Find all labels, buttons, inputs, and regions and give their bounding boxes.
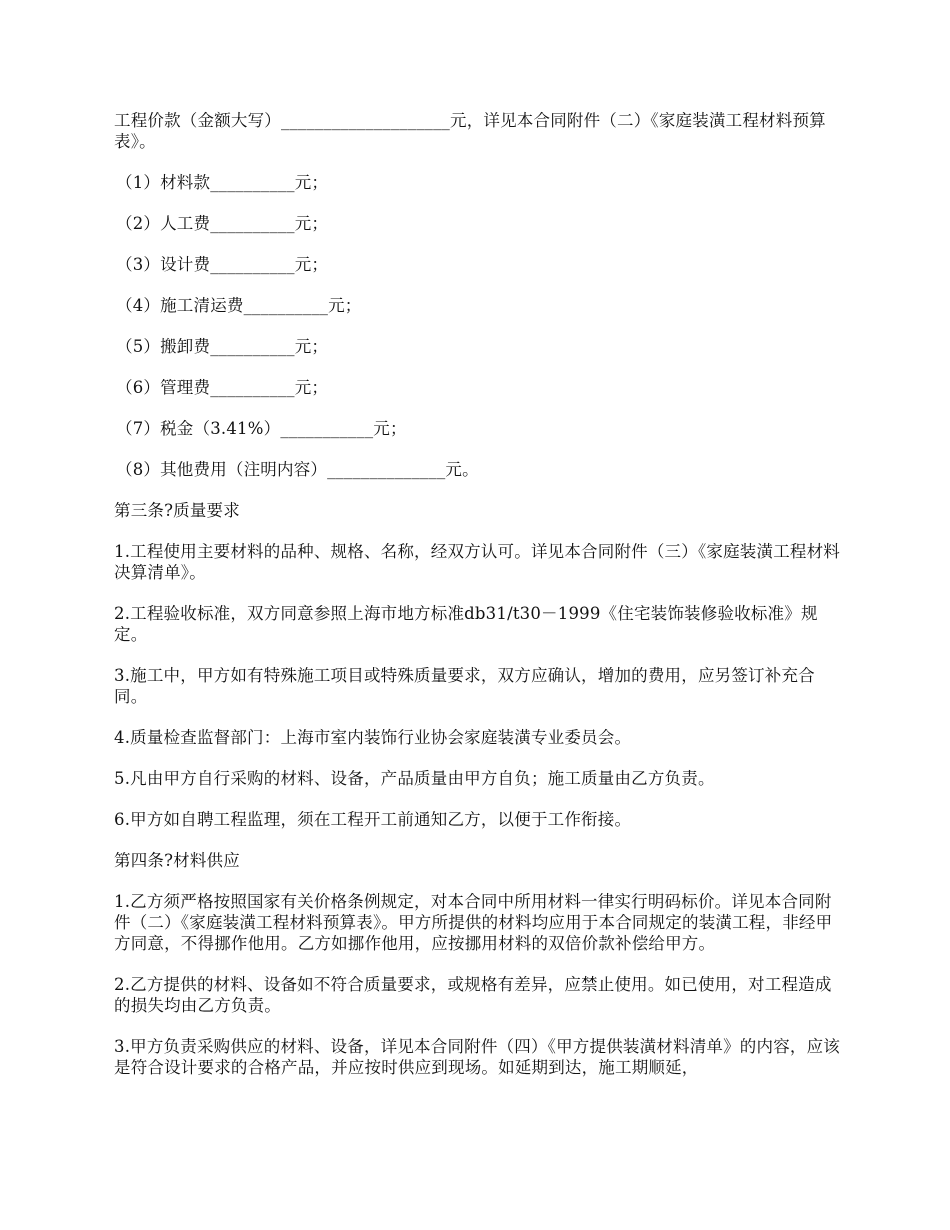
paragraph-cost-labor: （2）人工费__________元； bbox=[116, 214, 329, 233]
paragraph-cost-design: （3）设计费__________元； bbox=[116, 255, 329, 274]
paragraph-cost-moving: （5）搬卸费__________元； bbox=[116, 337, 329, 356]
paragraph-cost-management: （6）管理费__________元； bbox=[116, 378, 329, 397]
article-3-heading: 第三条?质量要求 bbox=[114, 501, 240, 520]
paragraph-article-3-1: 1.工程使用主要材料的品种、规格、名称，经双方认可。详见本合同附件（三）《家庭装潢工程材料决算清单》。 bbox=[114, 542, 840, 582]
paragraph-article-4-2: 2.乙方提供的材料、设备如不符合质量要求，或规格有差异，应禁止使用。如已使用，对工程造成的损失均由乙方负责。 bbox=[114, 975, 832, 1015]
paragraph-article-4-3: 3.甲方负责采购供应的材料、设备，详见本合同附件（四）《甲方提供装潢材料清单》的内容，应该是符合设计要求的合格产品，并应按时供应到现场。如延期到达，施工期顺延， bbox=[114, 1037, 840, 1077]
paragraph-article-3-4: 4.质量检查监督部门：上海市室内装饰行业协会家庭装潢专业委员会。 bbox=[114, 728, 632, 747]
paragraph-article-3-3: 3.施工中，甲方如有特殊施工项目或特殊质量要求，双方应确认，增加的费用，应另签订补充合同。 bbox=[114, 666, 815, 706]
paragraph-cost-cleanup: （4）施工清运费__________元； bbox=[116, 296, 362, 315]
article-4-heading: 第四条?材料供应 bbox=[114, 851, 240, 870]
paragraph-cost-other: （8）其他费用（注明内容）______________元。 bbox=[116, 460, 479, 479]
document-page bbox=[114, 110, 844, 1098]
paragraph-price-total: 工程价款（金额大写）____________________元，详见本合同附件（二）《家庭装潢工程材料预算表》。 bbox=[114, 111, 826, 151]
paragraph-article-3-6: 6.甲方如自聘工程监理，须在工程开工前通知乙方，以便于工作衔接。 bbox=[114, 810, 632, 829]
paragraph-article-4-1: 1.乙方须严格按照国家有关价格条例规定，对本合同中所用材料一律实行明码标价。详见本合同附件（二）《家庭装潢工程材料预算表》。甲方所提供的材料均应用于本合同规定的装潢工程，非经甲方同意，不得挪作他用。乙方如挪作他用，应按挪用材料的双倍价款补偿给甲方。 bbox=[114, 892, 833, 953]
paragraph-article-3-2: 2.工程验收标准，双方同意参照上海市地方标准db31/t30－1999《住宅装饰装修验收标准》规定。 bbox=[114, 604, 818, 644]
paragraph-cost-material: （1）材料款__________元； bbox=[116, 173, 329, 192]
paragraph-article-3-5: 5.凡由甲方自行采购的材料、设备，产品质量由甲方自负；施工质量由乙方负责。 bbox=[114, 769, 715, 788]
paragraph-cost-tax: （7）税金（3.41%）___________元； bbox=[116, 419, 407, 438]
